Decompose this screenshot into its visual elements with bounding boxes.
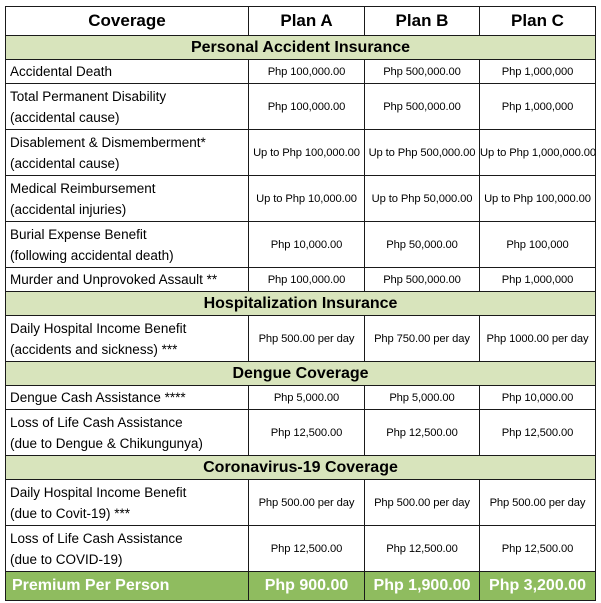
coverage-label-line: Medical Reimbursement <box>10 180 156 196</box>
coverage-label-line: Daily Hospital Income Benefit <box>10 484 187 500</box>
section-title: Coronavirus-19 Coverage <box>6 456 596 480</box>
plan-b-header: Plan B <box>365 7 480 36</box>
table-row <box>6 410 596 456</box>
plan-c-value: Up to Php 1,000,000.00 <box>480 130 596 176</box>
plan-a-value: Php 100,000.00 <box>249 268 365 292</box>
plan-a-value: Php 500.00 per day <box>249 316 365 362</box>
premium-row <box>6 572 596 601</box>
table-row <box>6 526 596 572</box>
coverage-label <box>6 410 249 456</box>
coverage-label <box>6 176 249 222</box>
plan-a-value: Php 5,000.00 <box>249 386 365 410</box>
section-header-row <box>6 362 596 386</box>
section-header-row <box>6 36 596 60</box>
section-title: Personal Accident Insurance <box>6 36 596 60</box>
plan-c-value: Php 1,000,000 <box>480 268 596 292</box>
plan-b-value: Php 12,500.00 <box>365 526 480 572</box>
plan-a-value: Php 12,500.00 <box>249 526 365 572</box>
coverage-label-line: (due to COVID-19) <box>10 551 123 567</box>
plan-c-header: Plan C <box>480 7 596 36</box>
coverage-label-line: (accidents and sickness) *** <box>10 341 178 357</box>
plan-a-value: Php 12,500.00 <box>249 410 365 456</box>
plan-c-value: Php 100,000 <box>480 222 596 268</box>
plan-b-value: Php 500,000.00 <box>365 60 480 84</box>
plan-a-value: Up to Php 100,000.00 <box>249 130 365 176</box>
table-row <box>6 130 596 176</box>
coverage-label-line: (due to Dengue & Chikungunya) <box>10 435 203 451</box>
plan-c-value: Php 1000.00 per day <box>480 316 596 362</box>
table-row <box>6 316 596 362</box>
table-row <box>6 386 596 410</box>
coverage-label-line: Accidental Death <box>10 64 113 79</box>
coverage-label-line: (following accidental death) <box>10 247 174 263</box>
plan-b-value: Php 500.00 per day <box>365 480 480 526</box>
plan-c-value: Php 12,500.00 <box>480 526 596 572</box>
coverage-table <box>5 6 596 601</box>
section-title: Hospitalization Insurance <box>6 292 596 316</box>
plan-b-value: Up to Php 500,000.00 <box>365 130 480 176</box>
table-body <box>6 36 596 601</box>
coverage-label <box>6 60 249 84</box>
coverage-label-line: (accidental injuries) <box>10 201 127 217</box>
coverage-label <box>6 268 249 292</box>
plan-b-value: Php 50,000.00 <box>365 222 480 268</box>
premium-plan-b-value: Php 1,900.00 <box>365 572 480 601</box>
plan-a-value: Php 100,000.00 <box>249 84 365 130</box>
plan-b-value: Up to Php 50,000.00 <box>365 176 480 222</box>
premium-label: Premium Per Person <box>6 572 249 601</box>
section-title: Dengue Coverage <box>6 362 596 386</box>
coverage-label <box>6 316 249 362</box>
coverage-label-line: (accidental cause) <box>10 109 120 125</box>
plan-b-value: Php 500,000.00 <box>365 84 480 130</box>
coverage-label-line: (due to Covit-19) *** <box>10 505 131 521</box>
header-row <box>6 7 596 36</box>
table-row <box>6 60 596 84</box>
table-row <box>6 222 596 268</box>
plan-a-header: Plan A <box>249 7 365 36</box>
plan-b-value: Php 12,500.00 <box>365 410 480 456</box>
premium-plan-a-value: Php 900.00 <box>249 572 365 601</box>
plan-c-value: Php 10,000.00 <box>480 386 596 410</box>
coverage-label <box>6 84 249 130</box>
plan-b-value: Php 5,000.00 <box>365 386 480 410</box>
plan-c-value: Php 1,000,000 <box>480 60 596 84</box>
coverage-header: Coverage <box>6 7 249 36</box>
coverage-label-line: Loss of Life Cash Assistance <box>10 530 183 546</box>
plan-c-value: Php 12,500.00 <box>480 410 596 456</box>
coverage-label <box>6 386 249 410</box>
table-row <box>6 84 596 130</box>
coverage-label <box>6 222 249 268</box>
coverage-label <box>6 480 249 526</box>
section-header-row <box>6 292 596 316</box>
coverage-label-line: Loss of Life Cash Assistance <box>10 414 183 430</box>
plan-a-value: Php 10,000.00 <box>249 222 365 268</box>
coverage-label-line: (accidental cause) <box>10 155 120 171</box>
plan-a-value: Php 500.00 per day <box>249 480 365 526</box>
coverage-label-line: Daily Hospital Income Benefit <box>10 320 187 336</box>
plan-a-value: Php 100,000.00 <box>249 60 365 84</box>
table-row <box>6 480 596 526</box>
coverage-label <box>6 130 249 176</box>
plan-c-value: Php 500.00 per day <box>480 480 596 526</box>
coverage-label-line: Burial Expense Benefit <box>10 226 147 242</box>
table-row <box>6 268 596 292</box>
coverage-label-line: Disablement & Dismemberment* <box>10 134 206 150</box>
table-row <box>6 176 596 222</box>
plan-b-value: Php 500,000.00 <box>365 268 480 292</box>
premium-plan-c-value: Php 3,200.00 <box>480 572 596 601</box>
coverage-label-line: Total Permanent Disability <box>10 88 167 104</box>
plan-a-value: Up to Php 10,000.00 <box>249 176 365 222</box>
coverage-label <box>6 526 249 572</box>
plan-c-value: Up to Php 100,000.00 <box>480 176 596 222</box>
coverage-label-line: Dengue Cash Assistance **** <box>10 390 186 405</box>
coverage-label-line: Murder and Unprovoked Assault ** <box>10 272 218 287</box>
plan-c-value: Php 1,000,000 <box>480 84 596 130</box>
plan-b-value: Php 750.00 per day <box>365 316 480 362</box>
section-header-row <box>6 456 596 480</box>
